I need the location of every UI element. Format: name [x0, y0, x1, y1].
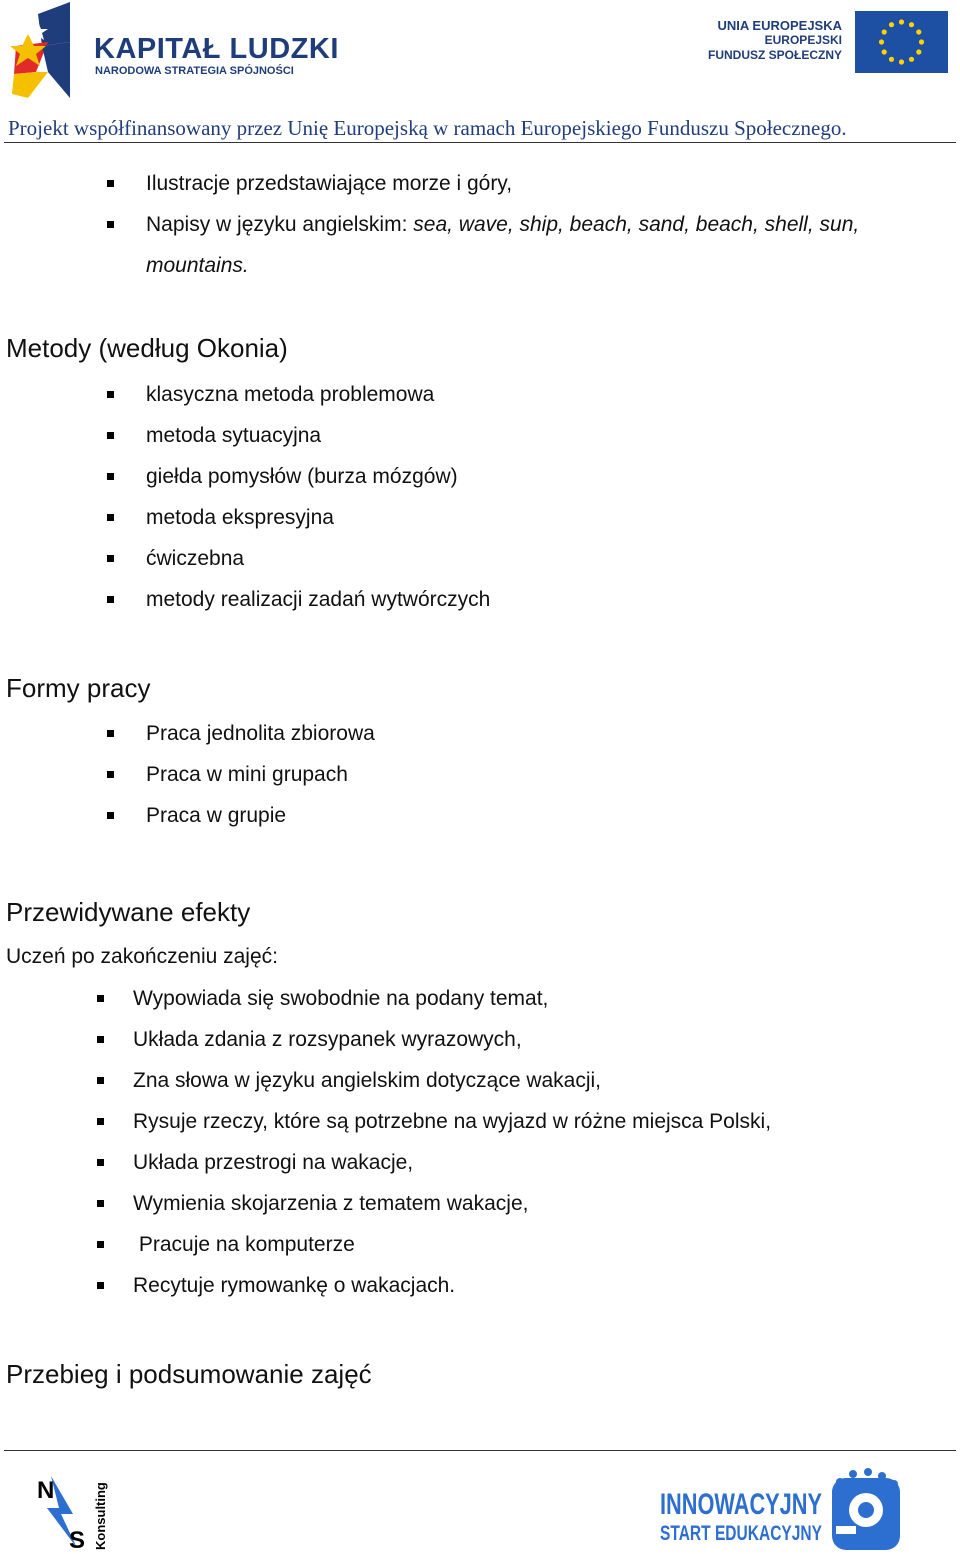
square-bullet-icon: [107, 596, 114, 603]
effects-list: [133, 978, 771, 1306]
list-item: [146, 456, 490, 497]
list-item-text: metody realizacji zadań wytwórczych: [146, 588, 491, 611]
list-item: [133, 1183, 771, 1224]
cofinancing-caption: Projekt współfinansowany przez Unię Europejską w ramach Europejskiego Funduszu Społecznego.: [8, 116, 847, 140]
kapital-ludzki-title: KAPITAŁ LUDZKI: [94, 33, 339, 65]
square-bullet-icon: [97, 1200, 104, 1207]
list-item: [133, 1224, 771, 1265]
list-item-text: klasyczna metoda problemowa: [146, 383, 435, 406]
square-bullet-icon: [107, 555, 114, 562]
list-item-text: Układa zdania z rozsypanek wyrazowych,: [133, 1028, 522, 1051]
list-item-text: Praca w grupie: [146, 804, 287, 827]
effects-heading: Przewidywane efekty: [6, 897, 251, 927]
list-item-text: metoda ekspresyjna: [146, 506, 334, 529]
square-bullet-icon: [97, 1077, 104, 1084]
square-bullet-icon: [107, 391, 114, 398]
list-item-text: Wypowiada się swobodnie na podany temat,: [133, 987, 549, 1010]
ns-letter-n: N: [37, 1477, 55, 1504]
square-bullet-icon: [97, 1159, 104, 1166]
english-words: sea, wave, ship, beach, sand, beach, shell, sun,: [413, 213, 860, 236]
ns-letter-s: S: [69, 1527, 86, 1552]
kapital-ludzki-logo-icon: [8, 2, 80, 100]
square-bullet-icon: [107, 514, 114, 521]
list-item-text: Recytuje rymowankę o wakacjach.: [133, 1274, 456, 1297]
eu-label-line3: FUNDUSZ SPOŁECZNY: [707, 48, 842, 62]
eu-flag-icon: [855, 11, 948, 73]
eu-label-line2: EUROPEJSKI: [764, 33, 842, 47]
list-item: [133, 1019, 771, 1060]
page-header: [0, 0, 960, 144]
list-item-text: Wymienia skojarzenia z tematem wakacje,: [133, 1192, 529, 1215]
square-bullet-icon: [107, 771, 114, 778]
kapital-ludzki-subtitle: NARODOWA STRATEGIA SPÓJNOŚCI: [95, 65, 294, 77]
inno-line2: START EDUKACYJNY: [660, 1522, 822, 1545]
list-item-text: ćwiczebna: [146, 547, 245, 570]
list-item: [146, 538, 490, 579]
list-item: [146, 415, 490, 456]
methods-list: [146, 374, 490, 620]
square-bullet-icon: [97, 1282, 104, 1289]
square-bullet-icon: [107, 221, 114, 228]
list-item: [146, 579, 490, 620]
square-bullet-icon: [97, 1241, 104, 1248]
methods-heading: Metody (według Okonia): [6, 333, 288, 363]
list-item-text: Napisy w języku angielskim:: [146, 213, 414, 236]
english-words-continuation: mountains.: [146, 254, 249, 277]
list-item-text: Ilustracje przedstawiające morze i góry,: [146, 172, 513, 195]
square-bullet-icon: [107, 812, 114, 819]
ns-konsulting-logo-icon: [33, 1470, 113, 1552]
list-item-text: Rysuje rzeczy, które są potrzebne na wyjazd w różne miejsca Polski,: [133, 1110, 772, 1133]
eu-label-line1: UNIA EUROPEJSKA: [717, 18, 842, 33]
list-item-continuation: [146, 245, 859, 286]
list-item: [146, 795, 375, 836]
square-bullet-icon: [107, 432, 114, 439]
list-item: [133, 1265, 771, 1306]
square-bullet-icon: [107, 473, 114, 480]
list-item-text: Praca w mini grupach: [146, 763, 348, 786]
eu-fund-label: [708, 18, 842, 63]
footer-divider: [4, 1450, 956, 1451]
ns-konsulting-word: Konsulting: [93, 1482, 108, 1550]
list-item: [133, 1142, 771, 1183]
list-item: [133, 1060, 771, 1101]
list-item-text: metoda sytuacyjna: [146, 424, 322, 447]
list-item: [133, 1101, 771, 1142]
forms-heading: Formy pracy: [6, 673, 151, 703]
list-item: [146, 374, 490, 415]
list-item-text: Pracuje na komputerze: [133, 1233, 355, 1256]
list-item: [146, 163, 859, 204]
square-bullet-icon: [97, 1036, 104, 1043]
list-item-text: Praca jednolita zbiorowa: [146, 722, 375, 745]
course-heading: Przebieg i podsumowanie zajęć: [6, 1359, 372, 1389]
list-item-text: Zna słowa w języku angielskim dotyczące wakacji,: [133, 1069, 602, 1092]
list-item: [146, 754, 375, 795]
inno-line1: INNOWACYJNY: [660, 1488, 822, 1521]
square-bullet-icon: [97, 1118, 104, 1125]
list-item-text: giełda pomysłów (burza mózgów): [146, 465, 458, 488]
effects-intro: Uczeń po zakończeniu zajęć:: [6, 945, 278, 968]
square-bullet-icon: [97, 995, 104, 1002]
square-bullet-icon: [107, 180, 114, 187]
list-item: [146, 713, 375, 754]
forms-list: [146, 713, 375, 836]
innowacyjny-start-edukacyjny-logo-icon: [660, 1468, 910, 1552]
list-item-text: Układa przestrogi na wakacje,: [133, 1151, 414, 1174]
square-bullet-icon: [107, 730, 114, 737]
materials-list: [146, 163, 859, 286]
header-divider: [4, 142, 956, 143]
list-item: [133, 978, 771, 1019]
list-item: [146, 497, 490, 538]
list-item: [146, 204, 859, 245]
